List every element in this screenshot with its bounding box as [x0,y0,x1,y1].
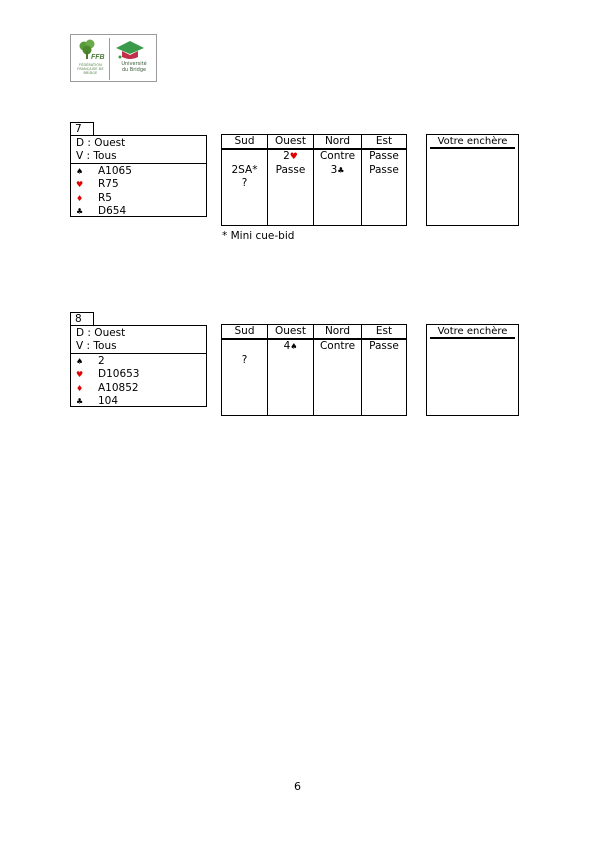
club-icon: ♣ [76,397,84,407]
spades-row [76,165,206,178]
universite-line2: du Bridge [121,66,147,73]
dealer-label: D : Ouest [76,137,126,149]
vulnerability-label: V : Tous [76,150,117,162]
bid-header-nord: Nord [314,135,361,150]
ffb-subtitle: FÉDÉRATION FRANÇAISE DE BRIDGE [77,63,104,75]
bid-col-est [361,135,406,225]
bid-cell [268,354,313,368]
logo-divider [109,38,110,80]
graduation-cap-icon [115,39,145,61]
diamonds-row [76,382,206,395]
spade-icon: ♠ [290,342,298,351]
bid-header-est: Est [362,325,406,340]
universite-label [111,62,157,73]
club-icon: ♣ [337,165,345,175]
heart-icon: ♥ [289,152,298,162]
bid-cell: Passe [369,163,399,176]
spades-cards: 2 [98,355,105,367]
bid-cell: 4♠ [283,340,298,352]
bid-col-sud [222,135,267,225]
club-icon: ♣ [76,207,84,217]
answer-box[interactable] [426,324,519,416]
heart-icon: ♥ [76,370,84,380]
bid-cell [362,354,406,368]
bid-header-nord: Nord [314,325,361,340]
diamonds-cards: A10852 [98,381,139,394]
page-number: 6 [294,780,301,793]
bid-cell: 2♥ [283,150,298,162]
answer-label: Votre enchère [430,135,515,149]
vulnerability-label: V : Tous [76,340,117,352]
bid-header-sud: Sud [222,135,267,150]
clubs-row [76,395,206,408]
universite-line1: Université [121,61,147,67]
answer-label: Votre enchère [430,325,515,339]
hearts-row [76,178,206,191]
ffb-universite-logo [70,34,157,82]
bid-col-sud [222,325,267,415]
bid-cell [314,367,361,381]
hand-suits [71,354,206,409]
dealer-label: D : Ouest [76,327,126,339]
bid-header-est: Est [362,135,406,150]
bid-cell [362,177,406,191]
bid-col-ouest [267,325,313,415]
deal-8 [70,312,536,412]
bid-cell [222,150,267,164]
bid-cell: Passe [275,163,306,176]
ffb-letters: FFB [91,54,105,61]
bid-cell [268,367,313,381]
diamond-icon: ♦ [76,193,84,203]
bid-cell: Passe [369,150,399,162]
clubs-cards: D654 [98,205,127,218]
hearts-row [76,368,206,381]
clubs-row [76,205,206,218]
bid-cell [222,340,267,354]
deal-7 [70,122,536,242]
bid-cell: 2SA* [231,163,258,176]
hand-panel [70,135,207,217]
hearts-cards: D10653 [98,368,140,381]
diamonds-row [76,192,206,205]
hand-info [71,136,206,164]
bid-cell [268,177,313,191]
deal-number: 8 [70,312,94,325]
bidding-table [221,134,407,226]
bid-cell: Passe [369,340,399,352]
spades-cards: A1065 [98,165,132,177]
bidding-table [221,324,407,416]
bid-cell: ? [241,177,248,189]
clubs-cards: 104 [98,395,119,408]
bid-cell [362,367,406,381]
bid-cell: 3♣ [330,163,345,176]
bid-header-ouest: Ouest [268,325,313,340]
spade-icon: ♠ [76,167,84,176]
bid-header-ouest: Ouest [268,135,313,150]
hand-panel [70,325,207,407]
spade-icon: ♠ [76,357,84,366]
hearts-cards: R75 [98,178,119,191]
ffb-clover-icon [74,39,107,61]
footnote: * Mini cue-bid [222,230,295,242]
spades-row [76,355,206,368]
deal-number: 7 [70,122,94,135]
bid-col-nord [313,135,361,225]
bid-cell [314,354,361,368]
bid-cell [222,367,267,381]
hand-info [71,326,206,354]
bid-cell: Contre [319,150,356,162]
bid-col-est [361,325,406,415]
bid-col-nord [313,325,361,415]
hand-suits [71,164,206,219]
diamonds-cards: R5 [98,191,112,204]
bid-cell: ? [241,353,248,366]
bid-col-ouest [267,135,313,225]
answer-box[interactable] [426,134,519,226]
bid-cell: Contre [319,340,356,352]
bid-header-sud: Sud [222,325,267,340]
bid-cell [314,177,361,191]
heart-icon: ♥ [76,180,84,190]
diamond-icon: ♦ [76,383,84,393]
